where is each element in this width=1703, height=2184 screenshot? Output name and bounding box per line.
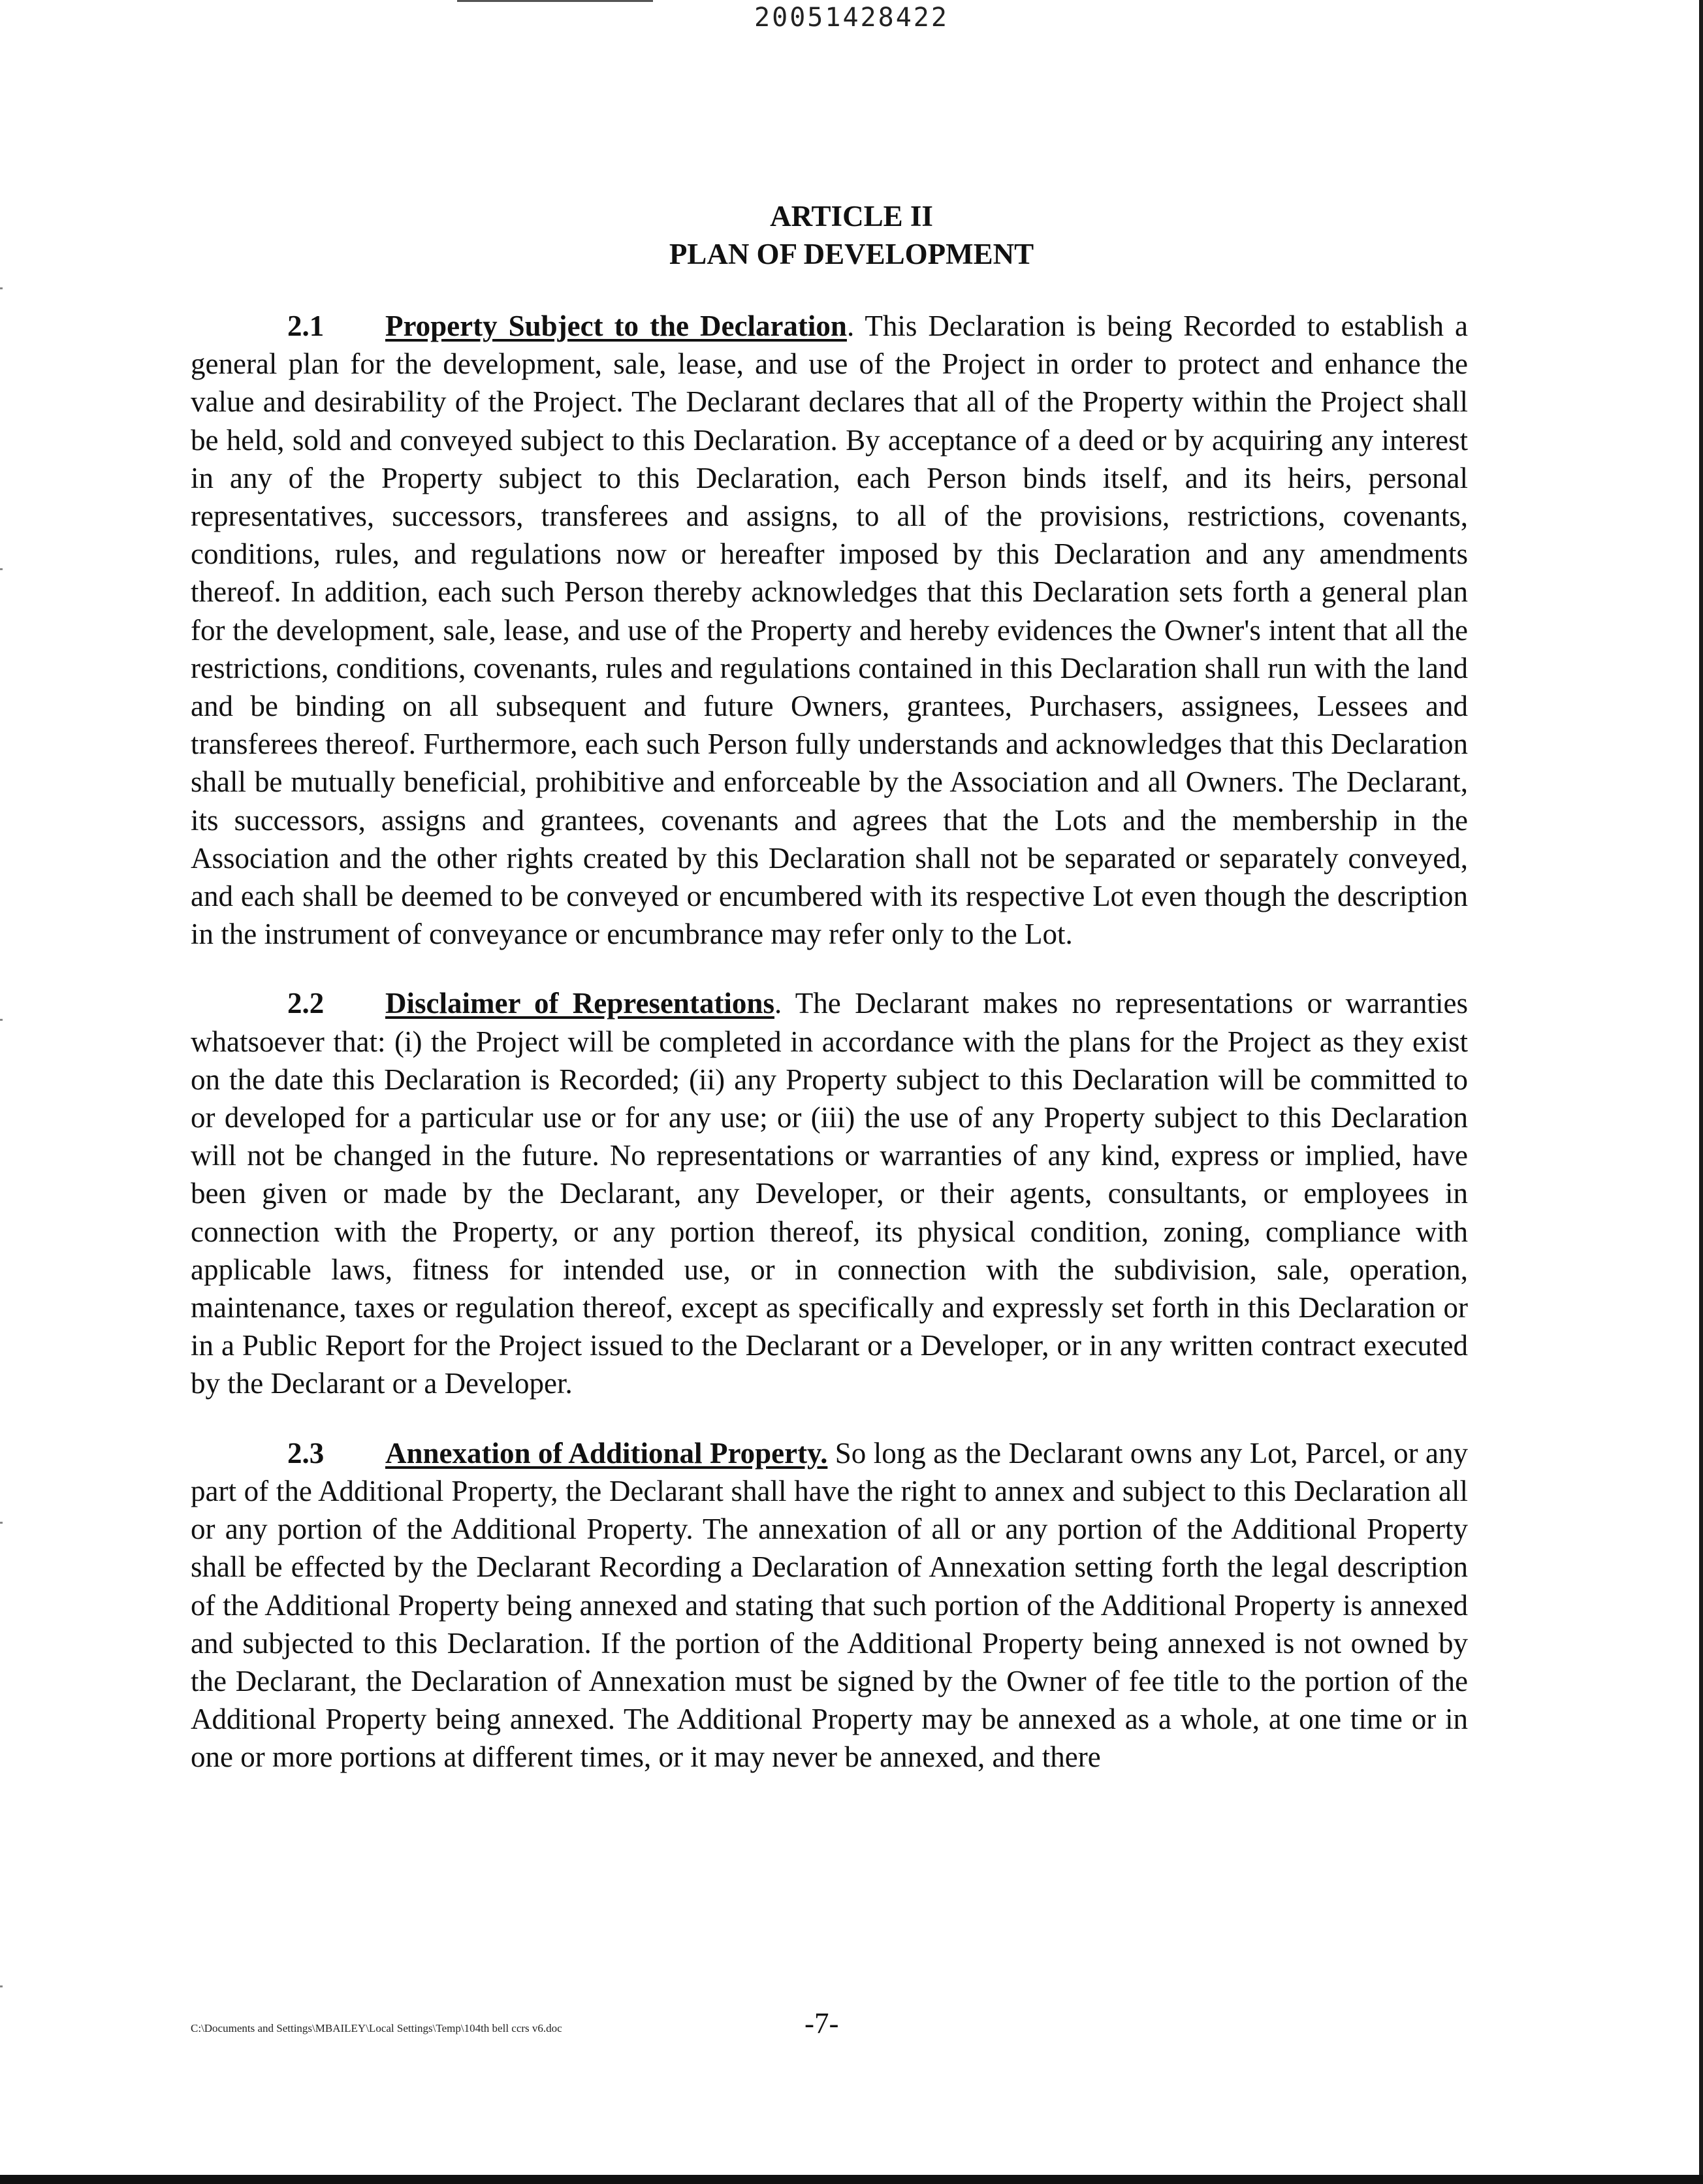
article-number: ARTICLE II	[770, 200, 933, 233]
article-heading	[0, 197, 1703, 273]
section-title: Annexation of Additional Property.	[385, 1436, 828, 1469]
section-number: 2.2	[287, 987, 325, 1020]
page-number: -7-	[804, 2007, 839, 2040]
article-title: PLAN OF DEVELOPMENT	[669, 238, 1034, 270]
scan-margin-mark	[0, 568, 3, 570]
scan-margin-mark	[0, 1985, 3, 1987]
section-text: The Declarant makes no representations or warranties whatsoever that: (i) the Project will be completed in accordance with the plans for the Project as they exist on the date this Declaration is Recorded; (ii) any Property subject to this Declaration will be committed to or developed for a particular use or for any use; or (iii) the use of any Property subject to this Declaration will not be changed in the future. No representations or warranties of any kind, express or implied, have been given or made by the Declarant, any Developer, or their agents, consultants, or employees in connection with the Property, or any portion thereof, its physical condition, zoning, compliance with applicable laws, fitness for intended use, or in connection with the subdivision, sale, operation, maintenance, taxes or regulation thereof, except as specifically and expressly set forth in this Declaration or in a Public Report for the Project issued to the Declarant or a Developer, or in any written contract executed by the Declarant or a Developer.	[191, 987, 1468, 1400]
section-2-3	[191, 1434, 1468, 1776]
section-number: 2.1	[287, 310, 325, 342]
scan-margin-mark	[0, 1019, 3, 1021]
document-body	[191, 307, 1468, 1808]
section-title-period: .	[774, 987, 782, 1020]
section-title-period: .	[846, 310, 855, 342]
section-text: So long as the Declarant owns any Lot, Parcel, or any part of the Additional Property, the Declarant shall have the right to annex and subject to this Declaration all or any portion of the Additional Property. The annexation of all or any portion of the Additional Property shall be effected by the Declarant Recording a Declaration of Annexation setting forth the legal description of the Additional Property being annexed and stating that such portion of the Additional Property is annexed and subjected to this Declaration. If the portion of the Additional Property being annexed is not owned by the Declarant, the Declaration of Annexation must be signed by the Owner of fee title to the portion of the Additional Property being annexed. The Additional Property may be annexed as a whole, at one time or in one or more portions at different times, or it may never be annexed, and there	[191, 1436, 1468, 1774]
section-title: Property Subject to the Declaration	[385, 310, 847, 342]
section-text: This Declaration is being Recorded to establish a general plan for the development, sale, lease, and use of the Project in order to protect and enhance the value and desirability of the Project. The Declarant declares that all of the Property within the Project shall be held, sold and conveyed subject to this Declaration. By acceptance of a deed or by acquiring any interest in any of the Property subject to this Declaration, each Person binds itself, and its heirs, personal representatives, successors, transferees and assigns, to all of the provisions, restrictions, covenants, conditions, rules, and regulations now or hereafter imposed by this Declaration and any amendments thereof. In addition, each such Person thereby acknowledges that this Declaration sets forth a general plan for the development, sale, lease, and use of the Property and hereby evidences the Owner's intent that all the restrictions, conditions, covenants, rules and regulations contained in this Declaration shall run with the land and be binding on all subsequent and future Owners, grantees, Purchasers, assignees, Lessees and transferees thereof. Furthermore, each such Person fully understands and acknowledges that this Declaration shall be mutually beneficial, prohibitive and enforceable by the Association and all Owners. The Declarant, its successors, assigns and grantees, covenants and agrees that the Lots and the membership in the Association and the other rights created by this Declaration shall not be separated or separately conveyed, and each shall be deemed to be conveyed or encumbered with its respective Lot even though the description in the instrument of conveyance or encumbrance may refer only to the Lot.	[191, 310, 1469, 951]
section-2-2	[191, 984, 1468, 1402]
section-title: Disclaimer of Representations	[385, 987, 774, 1020]
scan-right-edge	[1699, 0, 1703, 2184]
section-2-1	[191, 307, 1468, 953]
scan-margin-mark	[0, 287, 3, 289]
scan-top-rule	[457, 0, 653, 2]
scan-bottom-edge	[0, 2175, 1703, 2184]
footer-file-path: C:\Documents and Settings\MBAILEY\Local Settings\Temp\104th bell ccrs v6.doc	[191, 2022, 562, 2034]
section-number: 2.3	[287, 1436, 325, 1469]
recording-number: 20051428422	[754, 3, 949, 33]
scan-margin-mark	[0, 1522, 3, 1524]
